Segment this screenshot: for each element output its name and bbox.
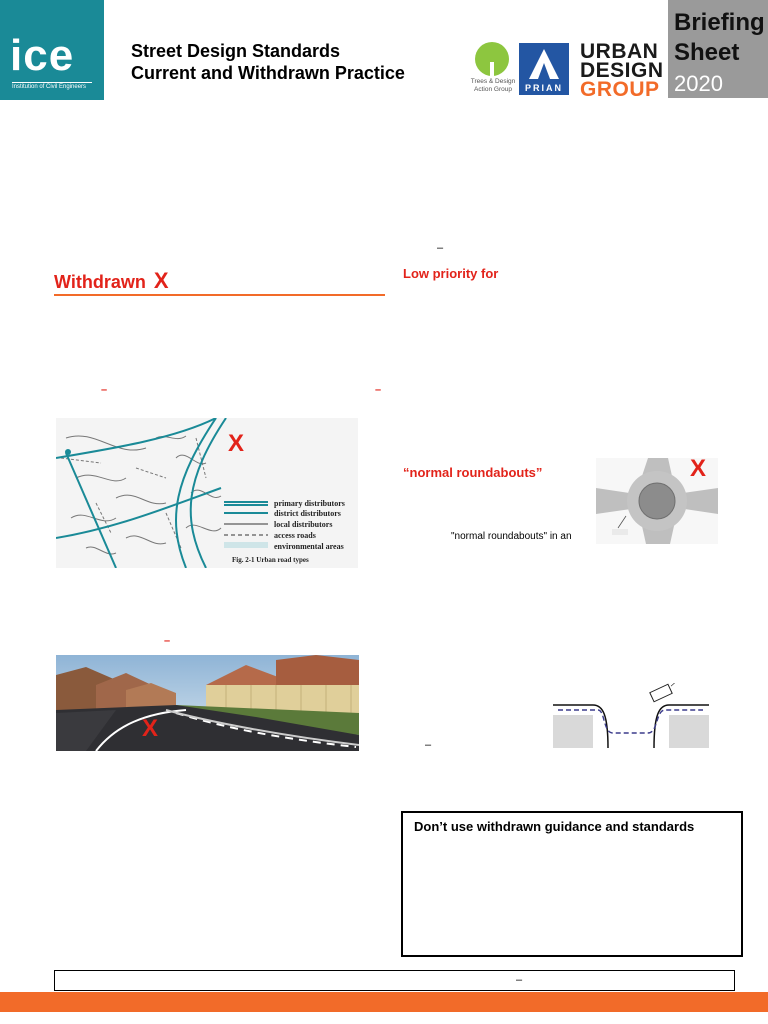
map-legend-item: local distributors — [274, 520, 333, 529]
roundabout-x-mark: X — [690, 455, 707, 482]
curved-street-photo — [56, 655, 359, 751]
trees-logo-text: Trees & Design Action Group — [470, 78, 516, 93]
ice-logo-subtitle: Institution of Civil Engineers — [12, 82, 92, 91]
urban-road-types-map — [56, 418, 358, 568]
road-map-illustration — [56, 418, 358, 568]
withdrawn-x-mark: X — [153, 268, 169, 293]
guidance-callout-title: Don’t use withdrawn guidance and standards — [414, 819, 695, 834]
section-divider — [54, 294, 385, 296]
map-x-mark: X — [228, 430, 245, 457]
dash-mark: – — [101, 384, 108, 396]
dash-mark: – — [516, 974, 523, 986]
page-title — [131, 40, 405, 84]
map-caption: Fig. 2-1 Urban road types — [232, 556, 309, 564]
footer-bar — [0, 992, 768, 1012]
briefing-label: Briefing — [674, 9, 765, 36]
dash-mark: – — [164, 635, 171, 647]
map-legend-item: access roads — [274, 531, 316, 540]
dash-mark: – — [437, 242, 444, 254]
udg-line1: URBAN — [580, 40, 659, 63]
briefing-sheet-badge — [668, 0, 768, 98]
sheet-label: Sheet — [674, 39, 740, 66]
urban-design-group-logo — [580, 42, 664, 99]
footer-reference-box — [54, 970, 735, 991]
prian-logo — [519, 43, 569, 95]
udg-line2: DESIGN — [580, 59, 664, 82]
junction-illustration — [553, 683, 709, 748]
photo-x-mark: X — [142, 715, 159, 742]
ice-logo-word: ice — [10, 31, 75, 80]
prian-logo-word: PRIAN — [524, 83, 563, 93]
ice-logo — [0, 0, 104, 100]
trees-design-action-group-logo — [468, 42, 518, 98]
guidance-callout-box — [401, 811, 743, 957]
normal-roundabouts-text: "normal roundabouts" in an — [451, 531, 572, 542]
map-legend-item: district distributors — [274, 509, 341, 518]
page-title-line1: Street Design Standards — [131, 41, 341, 61]
street-photo-illustration — [56, 655, 359, 751]
briefing-year: 2020 — [674, 71, 723, 96]
page-title-line2: Current and Withdrawn Practice — [131, 63, 405, 83]
dash-mark: – — [375, 384, 382, 396]
map-legend-item: environmental areas — [274, 542, 344, 551]
withdrawn-heading — [54, 268, 169, 294]
normal-roundabouts-heading: “normal roundabouts” — [403, 465, 543, 480]
junction-turning-diagram — [553, 683, 709, 748]
map-legend-item: primary distributors — [274, 499, 345, 508]
low-priority-heading: Low priority for — [403, 266, 499, 281]
withdrawn-heading-text: Withdrawn — [54, 272, 146, 292]
udg-line3: GROUP — [580, 78, 660, 101]
dash-mark: – — [425, 739, 432, 751]
